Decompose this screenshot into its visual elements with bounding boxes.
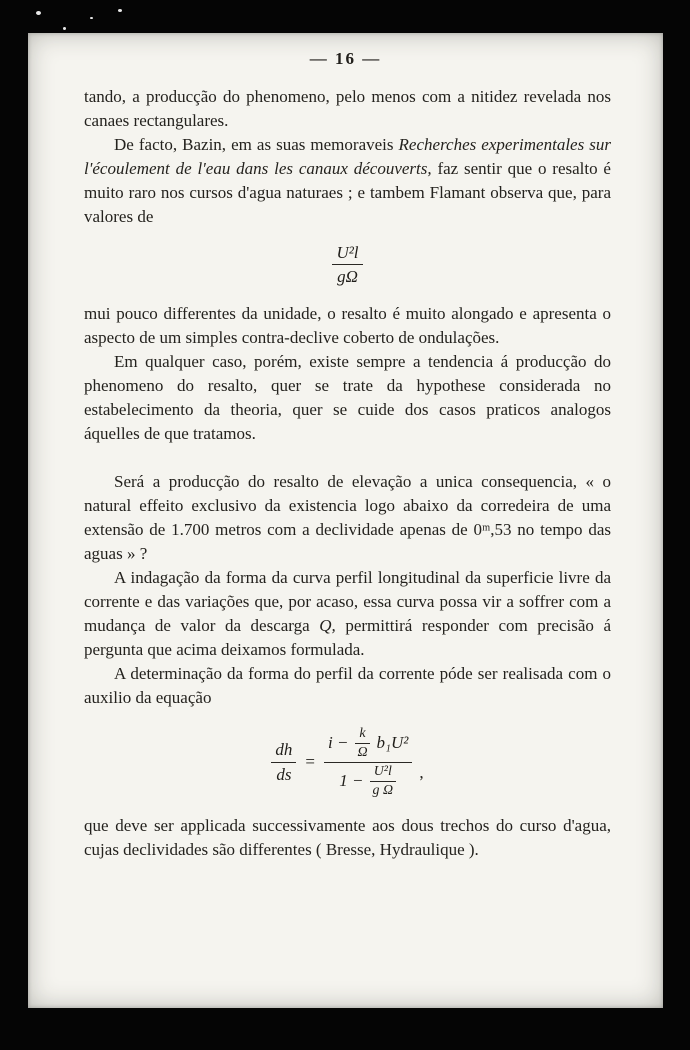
trailing-comma: ,: [419, 762, 424, 782]
text-run: A indagação da forma da curva perfil longitudinal da superficie livre da corrente e das variações que, por acaso, essa curva possa vir a soffrer com a mudança de valor da descarga: [84, 567, 611, 635]
math-term: i −: [328, 733, 349, 753]
paragraph: Será a producção do resalto de elevação a unica consequencia, « o natural effeito exclusivo da existencia logo abaixo da corredeira de uma extensão de 1.700 metros com a declividade apenas de 0ᵐ,53 no tempo das aguas » ?: [84, 471, 611, 563]
math-denominator: Ω: [357, 744, 368, 760]
math-denominator: [335, 763, 401, 799]
page-number: — 16 —: [309, 49, 382, 68]
scan-speck: [118, 9, 122, 12]
equation-velocity-head: [84, 242, 611, 288]
fraction-u2l-gomega: [332, 242, 362, 288]
book-page: [28, 33, 663, 1008]
math-denominator: g Ω: [372, 782, 394, 798]
scan-speck: [63, 27, 66, 30]
variable-q-italic: Q,: [319, 615, 336, 635]
math-denominator: gΩ: [337, 267, 358, 287]
fraction-dh-ds: [271, 739, 296, 785]
equals-sign: =: [305, 752, 315, 772]
math-numerator: dh: [271, 739, 296, 762]
scan-speck: [90, 17, 93, 19]
paragraph: Em qualquer caso, porém, existe sempre a tendencia á producção do phenomeno do resalto, quer se trate da hypothese considerada no estabelecimento da theoria, quer se cuide dos casos praticos analogos áquelles de que tratamos.: [84, 351, 611, 443]
text-run: permittirá responder com precisão á pergunta que acima deixamos formulada.: [84, 615, 612, 659]
text-run: faz sentir que o resalto é muito raro nos cursos d'agua naturaes ; e tambem Flamant observa que, para valores de: [84, 159, 611, 226]
math-numerator: U²l: [332, 242, 362, 265]
paragraph: que deve ser applicada successivamente aos dous trechos do curso d'agua, cujas declividades são differentes ( Bresse, Hydraulique ).: [84, 815, 611, 859]
scan-speck: [36, 11, 41, 15]
math-numerator: k: [355, 726, 369, 744]
math-term: b₁U²: [376, 733, 409, 753]
paragraph: mui pouco differentes da unidade, o resalto é muito alongado e apresenta o aspecto de um simples contra-declive coberto de ondulações.: [84, 303, 611, 347]
fraction-k-omega: [353, 726, 371, 761]
paragraph: tando, a producção do phenomeno, pelo menos com a nitidez revelada nos canaes rectangulares.: [84, 87, 611, 130]
paragraph: [84, 133, 611, 229]
math-numerator: U²l: [370, 764, 396, 782]
page-text-block: [84, 85, 611, 862]
math-numerator: [324, 726, 412, 763]
book-title-italic: Recherches experimentales sur l'écoulement de l'eau dans les canaux découverts,: [84, 135, 611, 178]
math-denominator: ds: [276, 764, 292, 784]
fraction-main: [324, 726, 412, 799]
paragraph: A determinação da forma do perfil da corrente póde ser realisada com o auxilio da equação: [84, 663, 611, 707]
math-term: 1 −: [339, 771, 364, 791]
fraction-u2l-gomega-inner: [369, 764, 398, 799]
equation-backwater-curve: [84, 726, 611, 799]
paragraph: [84, 566, 611, 662]
text-run: De facto, Bazin, em as suas memoraveis: [114, 135, 399, 154]
